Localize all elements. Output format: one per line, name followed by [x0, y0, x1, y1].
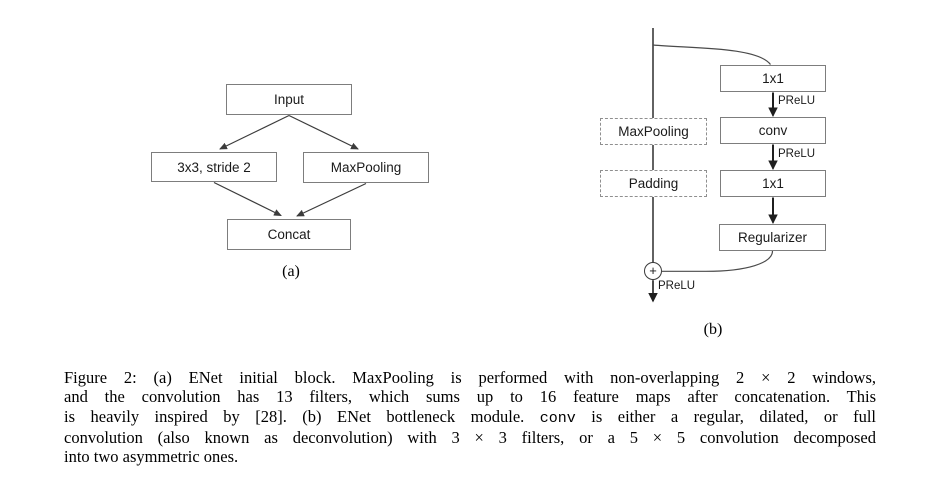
plus-icon: +: [649, 263, 657, 278]
caption-line-2: and the convolution has 13 filters, which sums up to 16 feature maps after concatenation. This: [64, 387, 876, 407]
caption-line-3-post: is either a regular, dilated, or full: [575, 406, 876, 426]
node-padding: Padding: [600, 170, 707, 197]
node-conv: conv: [720, 117, 826, 144]
node-concat: Concat: [227, 219, 351, 250]
node-maxpooling-a: MaxPooling: [303, 152, 429, 183]
node-1x1-proj: 1x1: [720, 65, 826, 92]
edge-maxpool-to-concat: [297, 184, 366, 217]
edge-label-prelu-out: PReLU: [658, 280, 696, 292]
caption-line-3: [64, 407, 876, 428]
caption-line-1: Figure 2: (a) ENet initial block. MaxPooling is performed with non-overlapping 2 × 2 windows,: [64, 368, 876, 387]
caption-line-3-pre: is heavily inspired by [28]. (b) ENet bottleneck module.: [64, 406, 540, 426]
figure-caption: [64, 368, 876, 466]
adder-node: [644, 262, 662, 280]
panel-b-label: (b): [703, 321, 723, 338]
node-conv-3x3-stride2: 3x3, stride 2: [151, 152, 277, 182]
caption-conv-word: conv: [539, 409, 576, 427]
node-regularizer: Regularizer: [719, 224, 826, 251]
edge-label-prelu-2: PReLU: [778, 148, 816, 160]
edge-label-prelu-1: PReLU: [778, 95, 816, 107]
edge-regularizer-to-adder: [662, 251, 773, 271]
node-input: Input: [226, 84, 352, 115]
edge-input-to-maxpool: [289, 116, 358, 150]
edge-trunk-branch-to-proj: [653, 45, 771, 65]
node-1x1-expand: 1x1: [720, 170, 826, 197]
edge-input-to-conv: [220, 116, 289, 150]
caption-line-4: convolution (also known as deconvolution) with 3 × 3 filters, or a 5 × 5 convolution decomposed: [64, 427, 876, 447]
node-maxpooling-b: MaxPooling: [600, 118, 707, 145]
caption-line-5: into two asymmetric ones.: [64, 447, 239, 467]
panel-a-label: (a): [282, 263, 300, 280]
edge-conv-to-concat: [214, 183, 281, 216]
